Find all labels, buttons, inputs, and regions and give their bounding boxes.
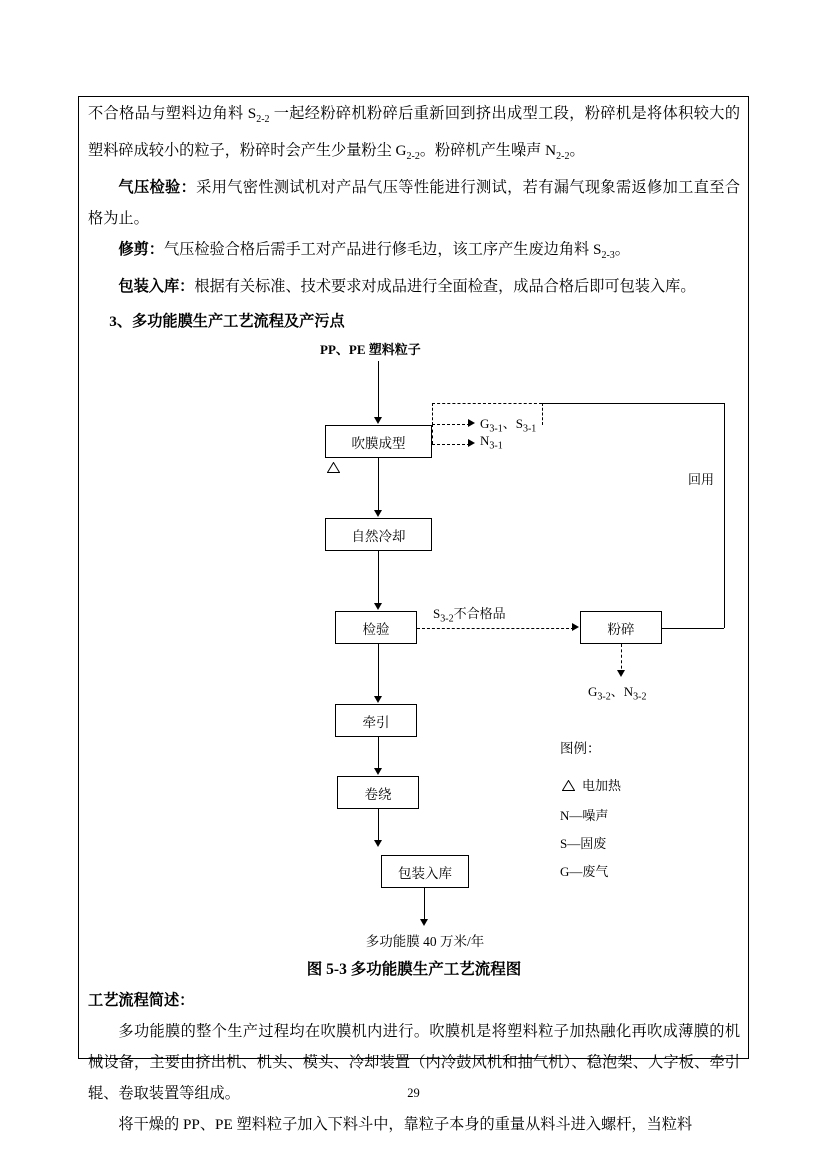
paragraph-3-text: 气压检验合格后需手工对产品进行修毛边，该工序产生废边角料 $S_{2-3}$。 — [163, 241, 630, 262]
legend-title: 图例： — [560, 741, 601, 757]
arrow-n5-to-n6 — [374, 840, 382, 847]
node-jian-yan — [335, 611, 417, 644]
arrow-n1-to-n2 — [374, 510, 382, 517]
paragraph-1: 不合格品与塑料边角料 $S_{2-2}$ 一起经粉碎机粉碎后重新回到挤出成型工段，粉碎机是将体积较大的塑料碎成较小的粒子，粉碎时会产生少量粉尘 $G_{2-2}$。粉碎机产生噪声 $N_{2-2}$。 — [88, 105, 741, 163]
summary-paragraph-2: 将干燥的 PP、PE 塑料粒子加入下料斗中，靠粒子本身的重量从料斗进入螺杆，当粒料 — [118, 1116, 693, 1133]
figure-caption-wrap — [88, 955, 740, 1140]
node-zi-ran-leng-que — [325, 518, 432, 551]
connector-n6-to-output — [424, 888, 425, 923]
summary-paragraph-1: 多功能膜的整个生产过程均在吹膜机内进行。吹膜机是将塑料粒子加热融化再吹成薄膜的机械设备，主要由挤出机、机头、模头、冷却装置（内冷鼓风机和抽气机）、稳泡架、人字板、牵引辊、卷取装置等组成。 — [88, 1023, 740, 1102]
diagram-input-label: PP、PE 塑料粒子 — [320, 342, 421, 358]
node-label: 卷绕 — [364, 786, 392, 802]
connector-n1-to-n2 — [378, 458, 379, 514]
node-label: 粉碎 — [607, 621, 635, 637]
node-label: 包装入库 — [398, 865, 452, 881]
dash-n1-up — [432, 403, 433, 425]
paragraph-2-text: 采用气密性测试机对产品气压等性能进行测试，若有漏气现象需返修加工直至合格为止。 — [88, 179, 741, 228]
recycle-label: 回用 — [688, 472, 715, 488]
paragraph-3 — [88, 234, 740, 271]
summary-title: 工艺流程简述： — [88, 992, 195, 1009]
paragraph-4-text: 根据有关标准、技术要求对成品进行全面检查，成品合格后即可包装入库。 — [194, 278, 696, 296]
section-title: 3、多功能膜生产工艺流程及产污点 — [109, 313, 345, 331]
paragraph-2-lead: 气压检验： — [118, 179, 197, 197]
connector-n3-to-n4 — [378, 644, 379, 700]
pollutant-label-e1: $G_{3-1}$、$S_{3-1}$ — [480, 416, 537, 435]
node-chui-mo-cheng-xing — [325, 425, 432, 458]
node-juan-rao — [337, 776, 419, 809]
legend-item-3: G—废气 — [560, 864, 609, 880]
pollutant-label-e3: $S_{3-2}$不合格品 — [433, 606, 506, 625]
connector-n5-to-n6 — [378, 809, 379, 844]
node-bao-zhuang-ru-ku — [381, 855, 469, 888]
dash-n1-up-right — [432, 403, 542, 404]
diagram-output-label: 多功能膜 40 万米/年 — [365, 934, 485, 949]
legend-item-1: N—噪声 — [560, 808, 609, 824]
legend-item-0: 电加热 — [582, 778, 622, 794]
dash-e2-drop — [432, 424, 433, 444]
arrow-n6-to-output — [420, 919, 428, 926]
figure-caption: 图 5-3 多功能膜生产工艺流程图 — [306, 961, 522, 978]
paragraph-4-lead: 包装入库： — [118, 278, 195, 296]
paragraph-2 — [88, 172, 740, 234]
arrow-n3-to-n4 — [374, 696, 382, 703]
electric-heat-triangle-icon — [327, 461, 340, 472]
node-fen-sui — [580, 611, 662, 644]
node-label: 检验 — [362, 621, 390, 637]
node-label: 吹膜成型 — [351, 435, 406, 451]
pollutant-label-e4: $G_{3-2}$、$N_{3-2}$ — [588, 684, 647, 703]
paragraph-3-lead: 修剪： — [118, 241, 164, 259]
arrow-n4-to-n5 — [374, 768, 382, 775]
connector-n2-to-n3 — [378, 551, 379, 607]
recycle-line-right — [662, 628, 724, 629]
arrow-n7-to-e4 — [617, 670, 625, 677]
dash-to-e1 — [542, 403, 543, 425]
arrow-to-e2 — [468, 439, 475, 447]
arrow-n2-to-n3 — [374, 603, 382, 610]
paragraph-4 — [88, 271, 740, 302]
dash-e2-line — [432, 444, 470, 445]
pollutant-label-e2: $N_{3-1}$ — [480, 433, 503, 452]
connector-n4-to-n5 — [378, 737, 379, 772]
dash-e1-line — [432, 424, 470, 425]
recycle-line-vertical — [724, 403, 725, 628]
arrow-input-to-n1 — [374, 417, 382, 424]
arrow-n3-to-n7 — [572, 623, 579, 631]
page-number: 29 — [407, 1086, 420, 1100]
dash-n3-to-n7 — [417, 628, 574, 629]
page-content — [88, 98, 741, 880]
node-qian-yin — [335, 704, 417, 737]
node-label: 自然冷却 — [351, 528, 406, 544]
connector-input-to-n1 — [378, 361, 379, 421]
legend-item-2: S—固废 — [560, 836, 607, 852]
recycle-line-top — [542, 403, 724, 404]
node-label: 牵引 — [362, 714, 390, 730]
legend-triangle-icon — [562, 779, 575, 790]
